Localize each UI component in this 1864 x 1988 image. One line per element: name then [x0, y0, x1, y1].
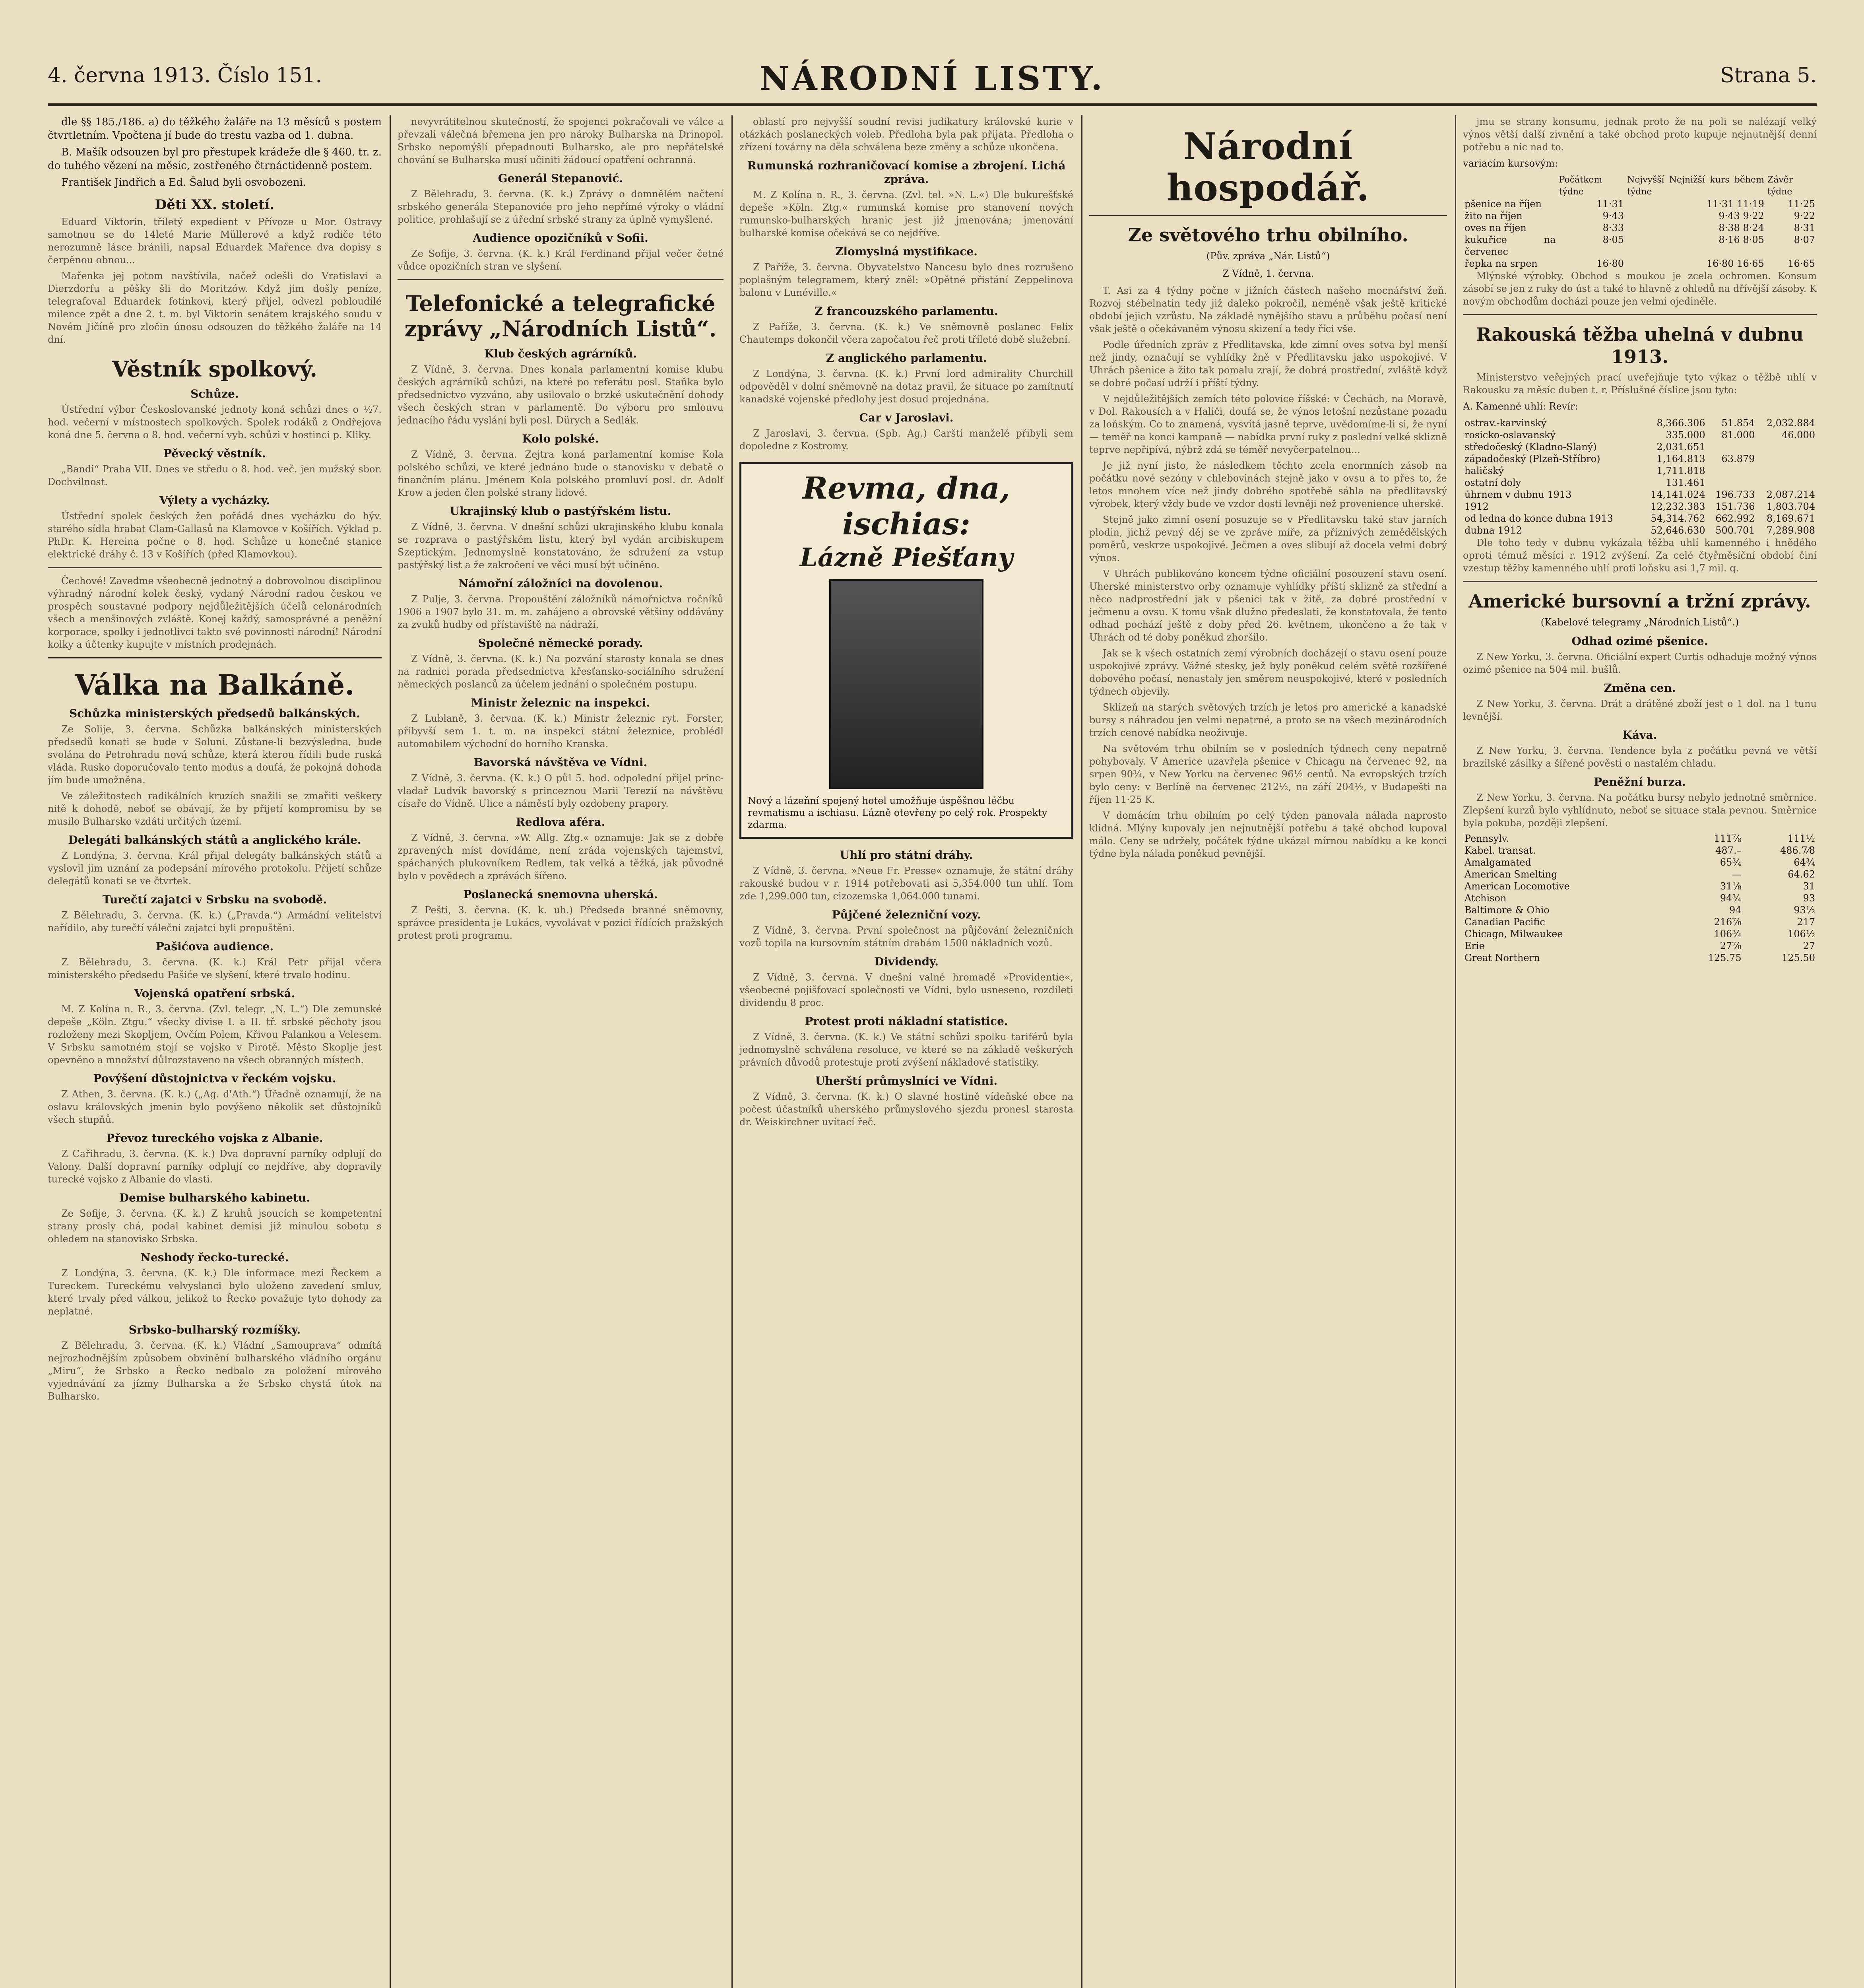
- table-cell: [1707, 477, 1757, 489]
- table-cell: 12,232.383: [1651, 501, 1705, 512]
- page-number: Strana 5.: [1720, 64, 1817, 87]
- article-body: Z Jaroslavi, 3. června. (Spb. Ag.) Carští manželé přibyli sem dopoledne z Kostromy.: [739, 428, 1073, 452]
- table-cell: 11·31 11·19: [1706, 198, 1764, 210]
- article-body: oblastí pro nejvyšší soudní revisi judikatury královské kurie v otázkách poslaneckých voleb. Předloha byla pak přijata. Předloha o zřízení továrny na děla schválena beze změny a schůze ukončena.: [739, 116, 1073, 153]
- article-body: Z Pulje, 3. června. Propouštění záložníků námořnictva ročníků 1906 a 1907 bylo 31. m. m. zahájeno a obrovské většiny oddávány za zvuků hudby od přístaviště na nádraží.: [398, 594, 723, 630]
- table-cell: Pennsylv.: [1464, 833, 1509, 844]
- table-row: [1463, 465, 1817, 477]
- article-body: Z New Yorku, 3. června. Tendence byla z počátku pevná ve větší brazilské zásilky a šířené pověsti o nastalém chladu.: [1463, 745, 1817, 769]
- table-cell: úhrnem v dubnu 1913: [1464, 489, 1572, 500]
- table-cell: Amalgamated: [1464, 857, 1532, 868]
- article-heading: Car v Jaroslavi.: [859, 411, 954, 424]
- table-cell: 9·43 9·22: [1719, 210, 1764, 221]
- table-cell: 63.879: [1721, 453, 1755, 464]
- article-heading: Ukrajinský klub o pastýřském listu.: [450, 505, 671, 518]
- table-row: [1463, 429, 1817, 441]
- table-row: [1463, 833, 1817, 845]
- table-cell: Canadian Pacific: [1464, 916, 1545, 928]
- article-heading: Delegáti balkánských států a anglického krále.: [68, 833, 361, 846]
- table-cell: [1757, 477, 1817, 489]
- column-rule: [1081, 115, 1082, 1988]
- table-cell: 81.000: [1721, 429, 1755, 441]
- article-body: Z Vídně, 3. června. (K. k.) Ve státní schůzi spolku tariférů byla jednomyslně schválena resoluce, ve které se na základě veškerých právních důvodů protestuje proti zvýšení nákladové statistiky.: [739, 1031, 1073, 1068]
- table-cell: středočeský (Kladno-Slaný): [1464, 441, 1597, 452]
- article-body: Z Athen, 3. června. (K. k.) („Ag. d'Ath.“) Úřadně oznamují, že na oslavu královských jmenin bylo povýšeno několik set důstojníků všech stupňů.: [48, 1089, 382, 1125]
- table-cell: 8,169.671: [1766, 513, 1815, 524]
- table-cell: 487.–: [1715, 845, 1742, 856]
- table-row: [1463, 453, 1817, 465]
- article-body: Ze Solije, 3. června. Schůzka balkánských ministerských předsedů konati se bude v Soluni. Zůstane-li bezvýsledna, bude svolána do Petrohradu nová schůze, která kterou řídili bude ruská vláda. Rusko doporučovalo tento modus a doufá, že pokojná dohoda jím bude umožněna.: [48, 724, 382, 786]
- article-body: Z Vídně, 3. června. Zejtra koná parlamentní komise Kola polského schůzi, ve které jednáno bude o stanovisku v debatě o finančním plánu. Jménem Kola polského promluví posl. dr. Adolf Krow a jeden člen polské strany lidové.: [398, 449, 723, 498]
- table-cell: 8,366.306: [1656, 417, 1705, 429]
- section-heading: Výlety a vycházky.: [159, 494, 270, 507]
- table-cell: 16·65: [1788, 258, 1815, 269]
- article-body: Z Bělehradu, 3. června. (K. k.) Zprávy o domnělém načtení srbského generála Stepanoviće pro jeho nepřímé výroky o vládní politice, prohlašují se z úřední srbské strany za úplně vymyšlené.: [398, 188, 723, 225]
- article-body: Na světovém trhu obilním se v posledních týdnech ceny nepatrně pohybovaly. V Americe uzavřela pšenice v Chicagu na červenec 92, na srpen 90¾, v New Yorku na červenec 96½ centů. Na evropských trzích bylo ceny: v Berlíně na červenec 212½, na září 204½, v Budapešti na říjen 11·25 K.: [1089, 743, 1447, 805]
- section-heading: Schůze.: [190, 387, 239, 400]
- column-2: [398, 115, 723, 1988]
- table-row: [1463, 952, 1817, 964]
- table-cell: 2,031.651: [1656, 441, 1705, 452]
- table-cell: západočeský (Plzeň-Stříbro): [1464, 453, 1600, 464]
- article-body: Z New Yorku, 3. června. Drát a drátěné zboží jest o 1 dol. na 1 tunu levnější.: [1463, 698, 1817, 722]
- table-cell: 131.461: [1666, 477, 1705, 488]
- article-heading: Půjčené železniční vozy.: [832, 908, 981, 921]
- article-heading: Ministr železnic na inspekci.: [471, 696, 650, 709]
- table-cell: dubna 1912: [1464, 525, 1522, 536]
- table-cell: 8·07: [1794, 234, 1815, 245]
- article-body: Jak se k všech ostatních zemí výrobních docházejí o stavu osení pouze uspokojivé zprávy. Vážné stesky, jež byly poněkud celém světě rozšířené dobového počasí, nenastaly jen směrem neuspokojivé, které v posledních týdnech objevily.: [1089, 648, 1447, 697]
- table-cell: 111⅞: [1714, 833, 1742, 844]
- article-body: V domácím trhu obilním po celý týden panovala nálada naprosto klidná. Mlýny kupovaly jen nejnutnější potřebu a také obchod kupoval málo. Ceny se udržely, počátek týdne ukázal mírnou nabídku a ke konci týdne byla nálada poněkud pevnější.: [1089, 810, 1447, 859]
- article-heading: Schůzka ministerských předsedů balkánských.: [69, 707, 361, 720]
- page-header: [48, 56, 1817, 106]
- table-row: [1463, 845, 1817, 856]
- table-cell: 1,164.813: [1656, 453, 1705, 464]
- table-cell: ostatní doly: [1464, 477, 1521, 488]
- article-heading: Neshody řecko-turecké.: [140, 1251, 289, 1264]
- table-cell: 500.701: [1715, 525, 1755, 536]
- table-row: [1463, 198, 1817, 210]
- article-body: Z Paříže, 3. června. (K. k.) Ve sněmovně poslanec Felix Chautemps dokončil včera započatou řeč proti tříleté době služební.: [739, 321, 1073, 345]
- article-heading: Kolo polské.: [522, 432, 599, 445]
- table-cell: Great Northern: [1464, 952, 1540, 963]
- table-cell: Chicago, Milwaukee: [1464, 928, 1563, 940]
- table-row: [1463, 513, 1817, 524]
- section-masthead: Válka na Balkáně.: [75, 668, 355, 701]
- article-heading: Turečtí zajatci v Srbsku na svobodě.: [102, 893, 327, 906]
- table-cell: Atchison: [1464, 893, 1507, 904]
- article-source: (Kabelové telegramy „Národních Listů“.): [1540, 617, 1739, 628]
- section-masthead: Americké bursovní a tržní zprávy.: [1468, 590, 1811, 612]
- table-row: [1463, 892, 1817, 904]
- table-cell: [1757, 453, 1817, 465]
- article-heading: Audience opozičníků v Sofii.: [473, 231, 648, 245]
- table-row: [1463, 222, 1817, 234]
- article-heading: Uhlí pro státní dráhy.: [840, 848, 973, 862]
- article-body: Ministerstvo veřejných prací uveřejňuje tyto výkaz o těžbě uhlí v Rakousku za měsíc duben t. r. Příslušné číslice jsou tyto:: [1463, 372, 1817, 396]
- table-row: [1463, 940, 1817, 952]
- article-text: dle §§ 185./186. a) do těžkého žaláře na 13 měsíců s postem čtvrtletním. Vpočtena jí bude do trestu vazba od 1. dubna.: [48, 116, 382, 142]
- stock-table: [1463, 833, 1817, 964]
- article-body: Z Londýna, 3. června. (K. k.) První lord admirality Churchill odpověděl v dolní sněmovně na dotaz pravil, že situace po zamítnutí kanadské vojenské předlohy jest dosud projednána.: [739, 368, 1073, 405]
- price-table: [1463, 174, 1817, 270]
- table-cell: 65¾: [1720, 857, 1742, 868]
- column-rule: [390, 115, 391, 1988]
- table-cell: 94¾: [1720, 893, 1742, 904]
- table-cell: 11·31: [1596, 198, 1624, 210]
- table-cell: [1757, 465, 1817, 477]
- table-cell: 31⅛: [1720, 881, 1742, 892]
- table-cell: 9·43: [1602, 210, 1624, 221]
- column-4: [1089, 115, 1447, 1988]
- article-body: Z Vídně, 3. června. Dnes konala parlamentní komise klubu českých agrárníků schůzi, na které po referátu posl. Staňka bylo předsednictvo vyzváno, aby usilovalo o brzké uskutečnění dohody všech českých stran v parlamentě. Do výboru pro smlouvu jednacího řádu vyslání byli posl. Dürych a Sedlák.: [398, 364, 723, 426]
- article-body: Dle toho tedy v dubnu vykázala těžba uhlí kamenného i hnědého oproti témuž měsíci r. 1912 zvýšení. Za celé čtyřměsíční období činí vzestup těžby kamenného uhlí proti loňsku asi 1,7 mil. q.: [1463, 537, 1817, 574]
- table-cell: kukuřice na červenec: [1464, 234, 1556, 257]
- advertisement: [739, 462, 1073, 839]
- table-cell: 217: [1797, 916, 1815, 928]
- article-body: nevyvrátitelnou skutečností, že spojenci pokračovali ve válce a převzali válečná břemena jen pro nároky Bulharska na Drinopol. Srbsko nepomýšlí přepadnouti Bulharsko, ale pro nepřátelské chování se Bulharska musí učiniti žádoucí opatření ochranná.: [398, 116, 723, 165]
- column-rule: [1455, 115, 1456, 1988]
- article-heading: Peněžní burza.: [1594, 775, 1686, 788]
- article-heading: Společné německé porady.: [478, 637, 643, 650]
- article-body: Z New Yorku, 3. června. Na počátku bursy nebylo jednotné směrnice. Zlepšení kurzů bylo vyhlídnuto, neboť se situace stala pevnou. Směrnice byla pokuba, později zlepšení.: [1463, 792, 1817, 829]
- issue-date: 4. června 1913. Číslo 151.: [48, 64, 322, 87]
- section-masthead: Věstník spolkový.: [112, 356, 318, 382]
- article-heading: Odhad ozimé pšenice.: [1571, 635, 1708, 648]
- article-source: (Pův. zpráva „Nár. Listů“): [1206, 250, 1330, 262]
- table-cell: 8·38 8·24: [1719, 222, 1764, 233]
- article-heading: Klub českých agrárníků.: [484, 347, 637, 360]
- article-text: František Jindřich a Ed. Šalud byli osvobozeni.: [61, 177, 306, 188]
- table-cell: 486.7⁄8: [1780, 845, 1815, 856]
- table-cell: 125.50: [1782, 952, 1815, 963]
- table-cell: 64¾: [1794, 857, 1815, 868]
- article-body: Z Vídně, 3. června. V dnešní schůzi ukrajinského klubu konala se rozprava o pastýřském listu, který byl vydán arcibiskupem Szeptickým. Jednomyslně konstatováno, že sdružení za vstup pastýřský list a že zakročení ve věci musí být učiněno.: [398, 521, 723, 571]
- article-heading: Z anglického parlamentu.: [826, 351, 987, 365]
- article-body: Ve záležitostech radikálních kruzích snažili se zmařiti veškery nitě k dohodě, neboť se obávají, že by přijetí kompromisu by se musilo Bulharsko vzdáti určitých území.: [48, 790, 382, 827]
- table-cell: Baltimore & Ohio: [1464, 905, 1550, 916]
- article-body: Ze Sofije, 3. června. (K. k.) Z kruhů jsoucích se kompetentní strany prosly chá, podal kabinet demisi již minulou sobotu s ohledem na stanovisko Srbska.: [48, 1208, 382, 1244]
- article-heading: Redlova aféra.: [516, 815, 605, 829]
- table-row: [1463, 524, 1817, 536]
- table-cell: 16·80 16·65: [1706, 258, 1764, 269]
- article-body: Mařenka jej potom navštívila, načež odešli do Vratislavi a Dierzdorfu a pěšky šli do Moritzów. Když jim došly peníze, telegrafoval Eduardek fotinkovi, který přijel, odvezl pobloudilé milence zpět a dne 2. t. m. byl Viktorin senátem krajského soudu v Novém Jičíně pro zločin únosu odsouzen do těžkého žaláře na 14 dní.: [48, 270, 382, 345]
- section-masthead: Telefonické a telegrafické zprávy „Národních Listů“.: [404, 291, 717, 342]
- table-cell: American Locomotive: [1464, 881, 1570, 892]
- article-heading: Pašićova audience.: [155, 940, 274, 953]
- table-cell: 7,289.908: [1766, 525, 1815, 536]
- table-cell: 2,087.214: [1766, 489, 1815, 500]
- table-row: [1463, 916, 1817, 928]
- table-row: [1463, 258, 1817, 270]
- section-masthead: Národní hospodář.: [1166, 125, 1370, 209]
- coal-table: [1463, 417, 1817, 536]
- article-body: Z Pešti, 3. června. (K. k. uh.) Předseda branné sněmovny, správce presidenta je Lukács, vyvolávat v pozici řídících pražských protest proti programu.: [398, 905, 723, 941]
- table-cell: —: [1732, 869, 1742, 880]
- table-cell: [1707, 441, 1757, 453]
- article-body: V nejdůležitějších zemích této polovice říšské: v Čechách, na Moravě, v Dol. Rakousích a v Haliči, doufá se, že výnos letošní nezůstane pozadu za loňským. Co to znamená, vysvítá jasně teprve, uvědomíme-li si, že nyní — teměř na konci kampaně — nabídka první ruky z poslední velké sklizně teprve nepřipívá, nýbrž zdá se téměř nevyčerpatelnou...: [1089, 393, 1447, 455]
- article-heading: Rakouská těžba uhelná v dubnu 1913.: [1476, 324, 1804, 367]
- table-cell: 216⅞: [1714, 916, 1742, 928]
- table-cell: [1757, 441, 1817, 453]
- table-cell: 196.733: [1715, 489, 1755, 500]
- article-heading: Z francouzského parlamentu.: [815, 305, 998, 318]
- article-text: B. Mašík odsouzen byl pro přestupek krádeže dle § 460. tr. z. do tuhého vězení na měsíc, zostřeného čtrnáctidenně postem.: [48, 146, 382, 172]
- article-heading: Změna cen.: [1604, 681, 1676, 695]
- table-cell: 93½: [1794, 905, 1815, 916]
- table-caption: A. Kamenné uhlí: Revír:: [1463, 401, 1578, 412]
- table-cell: 1,803.704: [1766, 501, 1815, 512]
- article-body: Mlýnské výrobky. Obchod s moukou je zcela ochromen. Konsum zásobí se jen z ruky do úst a také to hlavně z ohledů na dřívější zásoby. K novým obchodům docházi pouze jen velmi ojediněle.: [1463, 270, 1817, 307]
- article-dateline: Z Vídně, 1. června.: [1222, 268, 1314, 279]
- article-body: Je již nyní jisto, že následkem těchto zcela enormních zásob na počátku nové sezóny v chlebovinách stejně jako v ovsu a to přes to, že letos mnohem více než jindy dobrého spotřebě sáhla na předlitavský výrobek, který vždy bude ve vzdor dosti levněji než provenience uherské.: [1089, 460, 1447, 509]
- table-header: [1463, 174, 1558, 198]
- article-heading: Ze světového trhu obilního.: [1128, 224, 1408, 246]
- article-body: jmu se strany konsumu, jednak proto že na poli se nalézají velký výnos větší další zivnění a také obchod proto kupuje nejnutnější denní potřebu a nic nad to.: [1463, 116, 1817, 153]
- article-body: Z Bělehradu, 3. června. (K. k.) („Pravda.“) Armádní velitelství nařídilo, aby turečtí válečni zajatci byli propuštěni.: [48, 910, 382, 934]
- table-cell: 27⅞: [1720, 940, 1742, 951]
- table-cell: 52,646.630: [1651, 525, 1705, 536]
- table-cell: 31: [1803, 881, 1815, 892]
- table-row: [1463, 501, 1817, 513]
- table-cell: 11·25: [1788, 198, 1815, 210]
- table-cell: 1912: [1464, 501, 1489, 512]
- table-caption: variacím kursovým:: [1463, 158, 1558, 169]
- article-heading: Převoz tureckého vojska z Albanie.: [106, 1132, 323, 1145]
- article-body: Z Vídně, 3. června. První společnost na půjčování železničních vozů topila na kursovním státním drahám 1500 nákladních vozů.: [739, 925, 1073, 949]
- table-cell: 51.854: [1721, 417, 1755, 429]
- table-cell: rosicko-oslavanský: [1464, 429, 1556, 441]
- table-cell: 335.000: [1666, 429, 1705, 441]
- article-heading: Káva.: [1622, 728, 1657, 742]
- table-row: [1463, 417, 1817, 429]
- article-heading: Zlomyslná mystifikace.: [835, 245, 978, 258]
- article-heading: Povýšení důstojnictva v řeckém vojsku.: [93, 1072, 336, 1085]
- table-cell: 14,141.024: [1651, 489, 1705, 500]
- table-row: [1463, 880, 1817, 892]
- article-body: T. Asi za 4 týdny počne v jižních částech našeho mocnářství žeň. Rozvoj stébelnatin tedy již daleko pokročil, neméně však ještě kritické období jejich vzrůstu. Na základě nynějšího stavu a průběhu počasí není však ještě o očekávaném výnosu skizení a tedy říci vše.: [1089, 285, 1447, 334]
- table-cell: řepka na srpen: [1464, 258, 1538, 269]
- table-row: [1463, 489, 1817, 501]
- ad-title: Revma, dna, ischias:: [802, 470, 1011, 542]
- article-body: Sklizeň na starých světových trzích je letos pro americké a kanadské bursy s náhradou jen velmi nepatrné, a proto se na všech mezinárodních trzích cenové nabídka neoživuje.: [1089, 702, 1447, 738]
- table-header: Nejvyšší Nejnižší kurs během týdne: [1627, 175, 1764, 197]
- table-header: Počátkem týdne: [1559, 175, 1602, 197]
- table-cell: 1,711.818: [1656, 465, 1705, 476]
- table-cell: [1707, 465, 1757, 477]
- article-body: „Bandi“ Praha VII. Dnes ve středu o 8. hod. več. jen mužský sbor. Dochvilnost.: [48, 464, 382, 487]
- article-body: V Uhrách publikováno koncem týdne oficiální posouzení stavu osení. Uherské ministerstvo orby oznamuje vyhlídky příští sklizně za střední a něco nadprostřední jak v pšenici tak v žitě, za dobré prostřední v ječmenu a ovsu. K tomu však dlužno předeslati, že konstatovala, že tento odhad pochází ještě z doby před 26. květnem, ukončeno a že tak v Uhrách od té doby poněkud zhoršilo.: [1089, 568, 1447, 643]
- ad-subtitle: Lázně Piešťany: [799, 543, 1013, 573]
- article-body: Z New Yorku, 3. června. Oficiální expert Curtis odhaduje možný výnos ozimé pšenice na 504 mil. bušlů.: [1463, 651, 1817, 675]
- article-body: Z Londýna, 3. června. (K. k.) Dle informace mezi Řeckem a Tureckem. Tureckému velvyslanci bylo uloženo zavedení smluv, které trvaly před válkou, jelikož to Řecko považuje tyto dohody za neplatné.: [48, 1268, 382, 1317]
- column-rule: [731, 115, 733, 1988]
- article-body: Z Vídně, 3. června. (K. k.) Na pozvání starosty konala se dnes na radnici porada předsednictva křesťansko-sociálního sdružení německých poslanců za účelem jednání o společném postupu.: [398, 653, 723, 690]
- article-body: Z Vídně, 3. června. (K. k.) O slavné hostině vídeňské obce na počest účastníků uherského průmyslového sjezdu pronesl starosta dr. Weiskirchner uvítací řeč.: [739, 1091, 1073, 1128]
- table-cell: haličský: [1464, 465, 1504, 476]
- article-heading: Dividendy.: [874, 955, 939, 968]
- column-5: [1463, 115, 1817, 1988]
- article-body: Z Vídně, 3. června. (K. k.) O půl 5. hod. odpolední přijel princ-vladař Ludvík bavorský s princeznou Marii Terezií na návštěvu císaře do Vídně. Ulice a náměstí byly ozdobeny prapory.: [398, 773, 723, 809]
- column-1: [48, 115, 382, 1988]
- table-cell: 2,032.884: [1766, 417, 1815, 429]
- article-body: Stejně jako zimní osení posuzuje se v Předlitavsku také stav jarních plodin, jichž pevný děj se ve zpráve míře, za příznivých zemědělských poměrů, veskrze uspokojivé. Ječmen a oves slibují až docela velmi dobrý výnos.: [1089, 514, 1447, 563]
- article-heading: Bavorská návštěva ve Vídni.: [473, 756, 648, 769]
- article-body: Z Vídně, 3. června. V dnešní valné hromadě »Providentie«, všeobecné pojišťovací společnosti ve Vídni, bylo usneseno, rozdíleti dividendu 8 proc.: [739, 972, 1073, 1008]
- article-heading: Vojenská opatření srbská.: [134, 987, 295, 1000]
- article-body: Z Vídně, 3. června. »W. Allg. Ztg.« oznamuje: Jak se z dobře zpravených míst dovídáme, není zráda vojenských tajemství, spáchaných plukovníkem Redlem, tak velká a těžká, jak původně bylo v povědech a zprávách šířeno.: [398, 832, 723, 881]
- table-row: [1463, 441, 1817, 453]
- table-header: Závěr týdne: [1767, 175, 1793, 197]
- article-body: Z Bělehradu, 3. června. (K. k.) Král Petr přijal včera ministerského předsedu Pašiće ve slyšení, které trvalo hodinu.: [48, 957, 382, 980]
- column-3: [739, 115, 1073, 1988]
- table-cell: ostrav.-karvinský: [1464, 417, 1547, 429]
- table-cell: Kabel. transat.: [1464, 845, 1536, 856]
- table-cell: 46.000: [1782, 429, 1815, 441]
- table-cell: American Smelting: [1464, 869, 1558, 880]
- table-row: [1463, 868, 1817, 880]
- table-row: [1463, 477, 1817, 489]
- table-cell: 8·16 8·05: [1719, 234, 1764, 245]
- table-cell: 94: [1729, 905, 1742, 916]
- article-body: M. Z Kolína n. R., 3. června. (Zvl. telegr. „N. L.“) Dle zemunské depeše „Köln. Ztgu.“ všecky divise I. a II. tř. srbské pěchoty jsou rozloženy mezi Skopljem, Ovčím Polem, Křivou Palankou a Velesem. V Srbsku samotném stojí se vojsko v Pirotě. Město Skoplje jest opevněno a množství důlrozstaveno na všech obranných místech.: [48, 1004, 382, 1066]
- ad-body: Nový a lázeňní spojený hotel umožňuje úspěšnou léčbu revmatismu a ischiasu. Lázně otevřeny po celý rok. Prospekty zdarma.: [748, 795, 1047, 830]
- article-body: Z Lublaně, 3. června. (K. k.) Ministr železnic ryt. Forster, přibyvší sem 1. t. m. na inspekci státní železnice, prohlédl automobilem východní do horního Kranska.: [398, 713, 723, 749]
- article-body: Ústřední spolek českých žen pořádá dnes vycházku do hýv. starého sídla hrabat Clam-Gallasů na Klamovce v Košířích. Výklad p. PhDr. K. Hereina počne o 8. hod. Schůze u konečné stanice elektrické dráhy č. 13 v Košířích (před Klamovkou).: [48, 511, 382, 560]
- table-cell: 106¾: [1714, 928, 1742, 940]
- article-body: Z Vídně, 3. června. »Neue Fr. Presse« oznamuje, že státní dráhy rakouské budou v r. 1914 potřebovati asi 5,354.000 tun uhlí. Tom zde 1,299.000 tun, cizozemska 1,064.000 tunami.: [739, 865, 1073, 902]
- article-body: Z Londýna, 3. června. Král přijal delegáty balkánských států a vyslovil jim uznání za podepsání mírového protokolu. Přijetí schůze delegátů konati se ve čtvrtek.: [48, 850, 382, 887]
- article-body: Z Paříže, 3. června. Obyvatelstvo Nancesu bylo dnes rozrušeno poplašným telegramem, který zněl: »Opětné přistání Zeppelinova balonu v Lunéville.«: [739, 262, 1073, 298]
- table-row: [1463, 928, 1817, 940]
- table-cell: 151.736: [1715, 501, 1755, 512]
- article-body: Podle úředních zpráv z Předlitavska, kde zimní oves sotva byl menší než jindy, označují se vyhlídky žně v Předlitavsku jako uspokojivé. V Uhrách pšenice a žito tak pomalu zrají, že dobrá prostřední, zvláště když se dobré počasí udrží i příští týdny.: [1089, 339, 1447, 388]
- article-heading: Demise bulharského kabinetu.: [119, 1191, 310, 1204]
- table-cell: oves na říjen: [1464, 222, 1527, 233]
- article-body: Z Cařihradu, 3. června. (K. k.) Dva dopravní parníky odplují do Valony. Další dopravní parníky odplují co nejdříve, aby dopravily turecké vojsko z Albanie do vlasti.: [48, 1148, 382, 1185]
- table-row: [1463, 904, 1817, 916]
- section-heading: Děti XX. století.: [155, 197, 275, 213]
- table-cell: 8·33: [1602, 222, 1624, 233]
- table-cell: 662.992: [1715, 513, 1755, 524]
- newspaper-title: NÁRODNÍ LISTY.: [760, 60, 1105, 98]
- article-body: Ze Sofije, 3. června. (K. k.) Král Ferdinand přijal večer četné vůdce opozičních stran ve slyšení.: [398, 248, 723, 272]
- table-row: [1463, 210, 1817, 222]
- article-body: M. Z Kolína n. R., 3. června. (Zvl. tel. »N. L.«) Dle bukurešťské depeše »Köln. Ztg.« rumunská komise pro stanovení nových rumunsko-bulharských hranic jest již jmenována; jmenování bulharské komise očekává se co nejdříve.: [739, 189, 1073, 239]
- table-cell: 16·80: [1596, 258, 1624, 269]
- ad-illustration: [829, 579, 983, 789]
- table-cell: 8·31: [1794, 222, 1815, 233]
- table-cell: Erie: [1464, 940, 1485, 951]
- table-cell: 64.62: [1788, 869, 1815, 880]
- table-row: [1463, 234, 1817, 258]
- article-heading: Generál Stepanović.: [498, 172, 623, 185]
- article-heading: Námořní záložníci na dovolenou.: [458, 577, 663, 590]
- table-cell: 27: [1803, 940, 1815, 951]
- table-cell: 93: [1803, 893, 1815, 904]
- table-cell: 9·22: [1794, 210, 1815, 221]
- table-row: [1463, 856, 1817, 868]
- article-body: Ústřední výbor Českoslovanské jednoty koná schůzi dnes o ½7. hod. večerní v místnostech spolkových. Spolek rodáků z Ondřejova koná dne 5. června o 8. hod. večerní vyb. schůzi v hostinci p. Kliky.: [48, 404, 382, 441]
- article-body: Z Bělehradu, 3. června. (K. k.) Vládní „Samouprava“ odmítá nejrozhodnějším způsobem obvinění bulharského vládního orgánu „Miru“, že Srbsko a Řecko nedbalo za položení mírového vyjednávání za jízmy Bulharska a že Srbsko chystá útok na Bulharsko.: [48, 1340, 382, 1402]
- table-cell: 54,314.762: [1651, 513, 1705, 524]
- article-heading: Srbsko-bulharský rozmíšky.: [128, 1323, 301, 1336]
- article-body: Eduard Viktorin, třiletý expedient v Přívoze u Mor. Ostravy samotnou se do 14leté Marie Müllerové a když rodiče této nerozumně lásce bránili, napsal Eduardek Mařence dva dopisy s čerpěnou obnou...: [48, 216, 382, 266]
- table-cell: 106½: [1787, 928, 1815, 940]
- table-cell: 8·05: [1602, 234, 1624, 245]
- article-body: Čechové! Zavedme všeobecně jednotný a dobrovolnou disciplinou výhradný národní kolek český, vydaný Národní radou českou ve prospěch soustavné podpory nejdůležitějších účelů celonárodních všech a menšinových zvláště. Konej každý, samosprávné a peněžní korporace, spolky i jednotlivci takto své povinnosti národní! Národní kolky a účtenky kupujte v místních prodejnách.: [48, 575, 382, 650]
- article-heading: Protest proti nákladní statistice.: [805, 1015, 1008, 1028]
- article-heading: Uherští průmyslníci ve Vídni.: [815, 1074, 998, 1087]
- article-heading: Poslanecká snemovna uherská.: [463, 888, 658, 901]
- table-cell: 125.75: [1708, 952, 1742, 963]
- table-cell: od ledna do konce dubna 1913: [1464, 513, 1613, 524]
- table-cell: žito na říjen: [1464, 210, 1523, 221]
- article-heading: Rumunská rozhraničovací komise a zbrojení. Lichá zpráva.: [747, 159, 1066, 186]
- section-heading: Pěvecký věstník.: [163, 447, 266, 460]
- table-cell: pšenice na říjen: [1464, 198, 1542, 210]
- table-cell: 111½: [1787, 833, 1815, 844]
